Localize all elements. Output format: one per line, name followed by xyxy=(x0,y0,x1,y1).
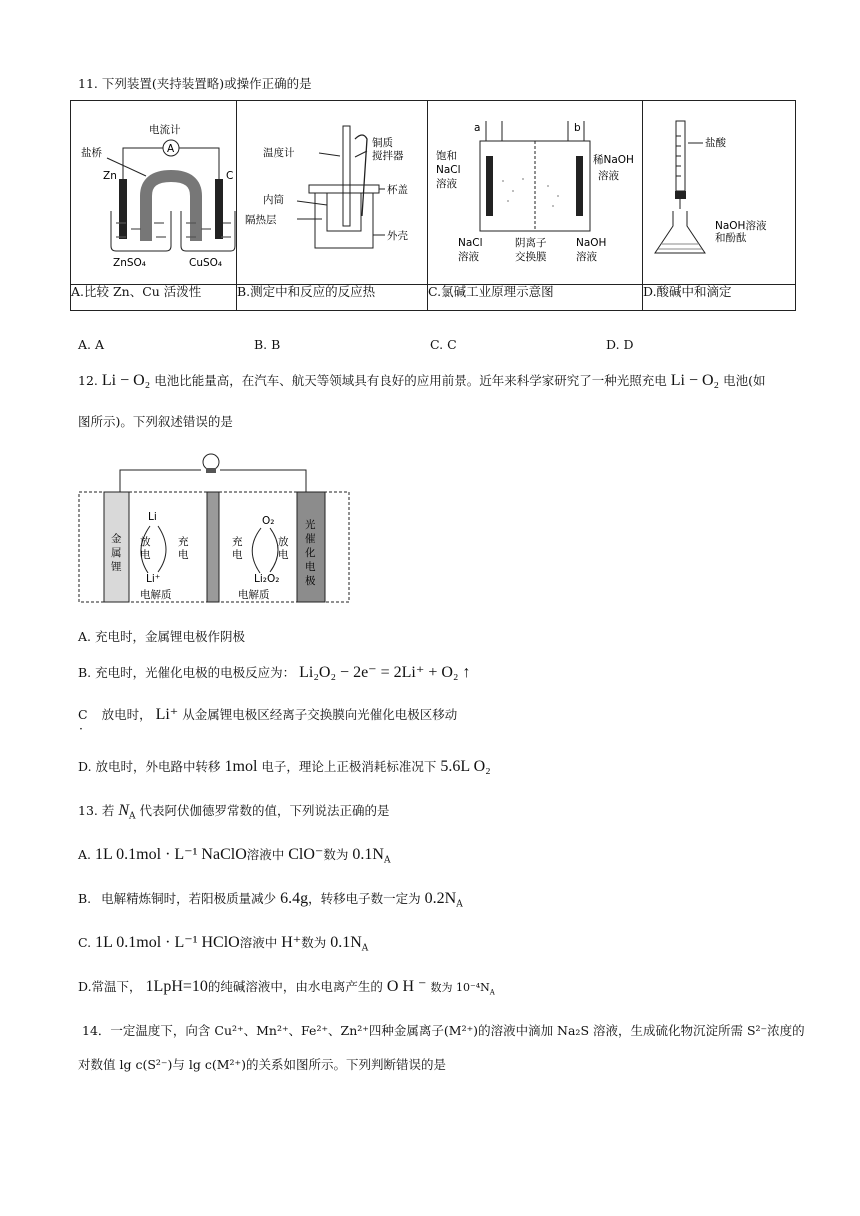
q12-option-d xyxy=(78,758,491,776)
q13-option-d: D.常温下， 1LpH=10的纯碱溶液中，由水电离产生的 O H ⁻ 数为 $10^{-4}N_A$ xyxy=(78,978,495,997)
figB-lid: 杯盖 xyxy=(387,184,408,196)
figC-sat-1: 饱和 xyxy=(436,150,457,162)
fig-charge-l2: 电 xyxy=(178,549,189,561)
figure-d-titration xyxy=(643,101,795,281)
fig-li-ion: Li⁺ xyxy=(146,573,161,585)
figB-stirrer-2: 搅拌器 xyxy=(372,150,404,162)
q12-option-c-text: 从金属锂电极区经离子交换膜向光催化电极区移动 xyxy=(182,707,458,722)
caption-d: D.酸碱中和滴定 xyxy=(643,285,796,311)
figure-b-cell xyxy=(237,101,428,285)
electrode-right-3: 化 xyxy=(305,547,316,559)
figure-a-galvanic-cell xyxy=(71,101,236,281)
figB-inner: 内筒 xyxy=(263,194,284,206)
electrode-left-1: 金 xyxy=(111,533,122,545)
q12-option-d-text: 电子，理论上正极消耗标准况下 xyxy=(261,759,437,774)
figD-base-1: NaOH溶液 xyxy=(715,220,767,232)
q12-option-d-v1: 1mol xyxy=(224,758,258,775)
electrode-right-1: 光 xyxy=(305,519,316,531)
q12-option-d-label: D. 放电时，外电路中转移 xyxy=(78,759,221,774)
q12-battery-figure xyxy=(78,448,358,608)
fig-li2o2: Li₂O₂ xyxy=(254,573,280,585)
figC-out-r1: NaOH xyxy=(576,237,607,249)
q12-option-d-v2: 5.6L O₂ xyxy=(440,758,491,775)
fig-charge-r2: 电 xyxy=(232,549,243,561)
q12-text-1: 电池比能量高，在汽车、航天等领域具有良好的应用前景。近年来科学家研究了一种光照充电 xyxy=(154,373,667,388)
q14-stem-line-1: 14．一定温度下，向含 Cu²⁺、Mn²⁺、Fe²⁺、Zn²⁺四种金属离子(M²⁺)的溶液中滴加 Na₂S 溶液，生成硫化物沉淀所需 S²⁻浓度的 xyxy=(82,1023,805,1038)
q13-option-b: B. 电解精炼铜时，若阳极质量减少 6.4g，转移电子数一定为 $0.2N_A$ xyxy=(78,890,463,910)
fig-o2: O₂ xyxy=(262,515,275,527)
bulb-icon xyxy=(203,454,219,470)
q13-na: N xyxy=(118,802,130,819)
figA-c: C xyxy=(226,170,234,182)
figure-b-calorimeter xyxy=(237,101,427,281)
q12-formula-2: Li − O₂ xyxy=(670,372,720,389)
electrode-right-5: 极 xyxy=(305,575,316,587)
q11-figure-table xyxy=(70,100,796,311)
electrode-right-2: 催 xyxy=(305,533,316,545)
figure-c-cell xyxy=(428,101,643,285)
q11-choice-c: C. C xyxy=(430,337,457,352)
figB-thermometer: 温度计 xyxy=(263,147,295,159)
figC-out-l2: 溶液 xyxy=(458,251,479,263)
q12-option-c-ion: Li⁺ xyxy=(155,706,179,723)
figC-dil-1: 稀NaOH xyxy=(593,154,634,166)
q12-option-b-label: B. 充电时，光催化电极的电极反应为： xyxy=(78,665,296,680)
q13-option-a: A. 1L 0.1mol · L⁻¹ NaClO溶液中 ClO⁻数为 $0.1N_A$ xyxy=(78,846,391,866)
q11-stem: 11. 下列装置(夹持装置略)或操作正确的是 xyxy=(78,76,312,91)
q12-option-b-eq: Li₂O₂ − 2e⁻ = 2Li⁺ + O₂ ↑ xyxy=(299,664,471,681)
figB-shell: 外壳 xyxy=(387,230,408,242)
figC-sat-3: 溶液 xyxy=(436,178,457,190)
q14-stem-line-2: 对数值 lg c(S²⁻)与 lg c(M²⁺)的关系如图所示。下列判断错误的是 xyxy=(78,1057,446,1072)
fig-discharge-l2: 电 xyxy=(140,549,151,561)
fig-charge-l1: 充 xyxy=(178,536,189,548)
figC-dil-2: 溶液 xyxy=(598,170,619,182)
fig-discharge-r2: 电 xyxy=(278,549,289,561)
caption-c: C.氯碱工业原理示意图 xyxy=(428,285,643,311)
q12-stem-line-2: 图所示)。下列叙述错误的是 xyxy=(78,414,233,429)
figA-cuso4: CuSO₄ xyxy=(189,257,223,269)
figC-out-r2: 溶液 xyxy=(576,251,597,263)
q12-text-2: 电池(如 xyxy=(723,373,766,388)
figure-a-cell xyxy=(71,101,237,285)
figC-out-l1: NaCl xyxy=(458,237,483,249)
q12-stem-line-1 xyxy=(78,372,765,390)
fig-charge-r1: 充 xyxy=(232,536,243,548)
q13-stem xyxy=(78,802,390,826)
fig-electrolyte-l: 电解质 xyxy=(140,589,172,601)
q11-choice-d: D. D xyxy=(606,337,634,352)
q13-na-sub: A xyxy=(129,811,136,822)
figC-mem-1: 阴离子 xyxy=(515,237,547,249)
figC-sat-2: NaCl xyxy=(436,164,461,176)
fig-li: Li xyxy=(148,511,157,523)
q12-option-c xyxy=(78,706,457,724)
q12-option-c-dot: · xyxy=(79,721,83,736)
figD-acid: 盐酸 xyxy=(705,137,726,149)
figA-meter: A xyxy=(167,143,175,155)
q12-formula: Li − O₂ xyxy=(101,372,151,389)
q12-option-b xyxy=(78,664,470,682)
figC-a: a xyxy=(474,122,481,134)
q12-option-c-label: C xyxy=(78,707,88,722)
electrode-right-4: 电 xyxy=(305,561,316,573)
q13-option-c: C. 1L 0.1mol · L⁻¹ HClO溶液中 H⁺数为 $0.1N_A$ xyxy=(78,934,369,954)
electrode-left-2: 属 xyxy=(111,547,122,559)
figA-znso4: ZnSO₄ xyxy=(113,257,146,269)
figure-c-chlor-alkali xyxy=(428,101,642,281)
figD-base-2: 和酚酞 xyxy=(715,232,747,244)
caption-a: A.比较 Zn、Cu 活泼性 xyxy=(71,285,237,311)
q13-stem-2: 代表阿伏伽德罗常数的值，下列说法正确的是 xyxy=(139,803,390,818)
q11-choice-a: A. A xyxy=(78,337,105,352)
figure-d-cell xyxy=(643,101,796,285)
figC-mem-2: 交换膜 xyxy=(515,251,547,263)
q12-num: 12. xyxy=(78,373,98,388)
figA-zn: Zn xyxy=(103,170,117,182)
figA-saltbridge: 盐桥 xyxy=(81,147,102,159)
figB-stirrer-1: 铜质 xyxy=(372,137,393,149)
figB-insulation: 隔热层 xyxy=(245,214,277,226)
figA-ammeter: 电流计 xyxy=(149,124,181,136)
q13-stem-1: 13. 若 xyxy=(78,803,115,818)
caption-b: B.测定中和反应的反应热 xyxy=(237,285,428,311)
q12-option-c-lead: 放电时， xyxy=(101,707,152,722)
figC-b: b xyxy=(574,122,581,134)
q11-choice-b: B. B xyxy=(254,337,281,352)
q12-option-a: A. 充电时，金属锂电极作阴极 xyxy=(78,629,245,644)
electrode-left-3: 锂 xyxy=(111,561,122,573)
fig-discharge-r1: 放 xyxy=(278,536,289,548)
fig-electrolyte-r: 电解质 xyxy=(238,589,270,601)
fig-discharge-l1: 放 xyxy=(140,536,151,548)
